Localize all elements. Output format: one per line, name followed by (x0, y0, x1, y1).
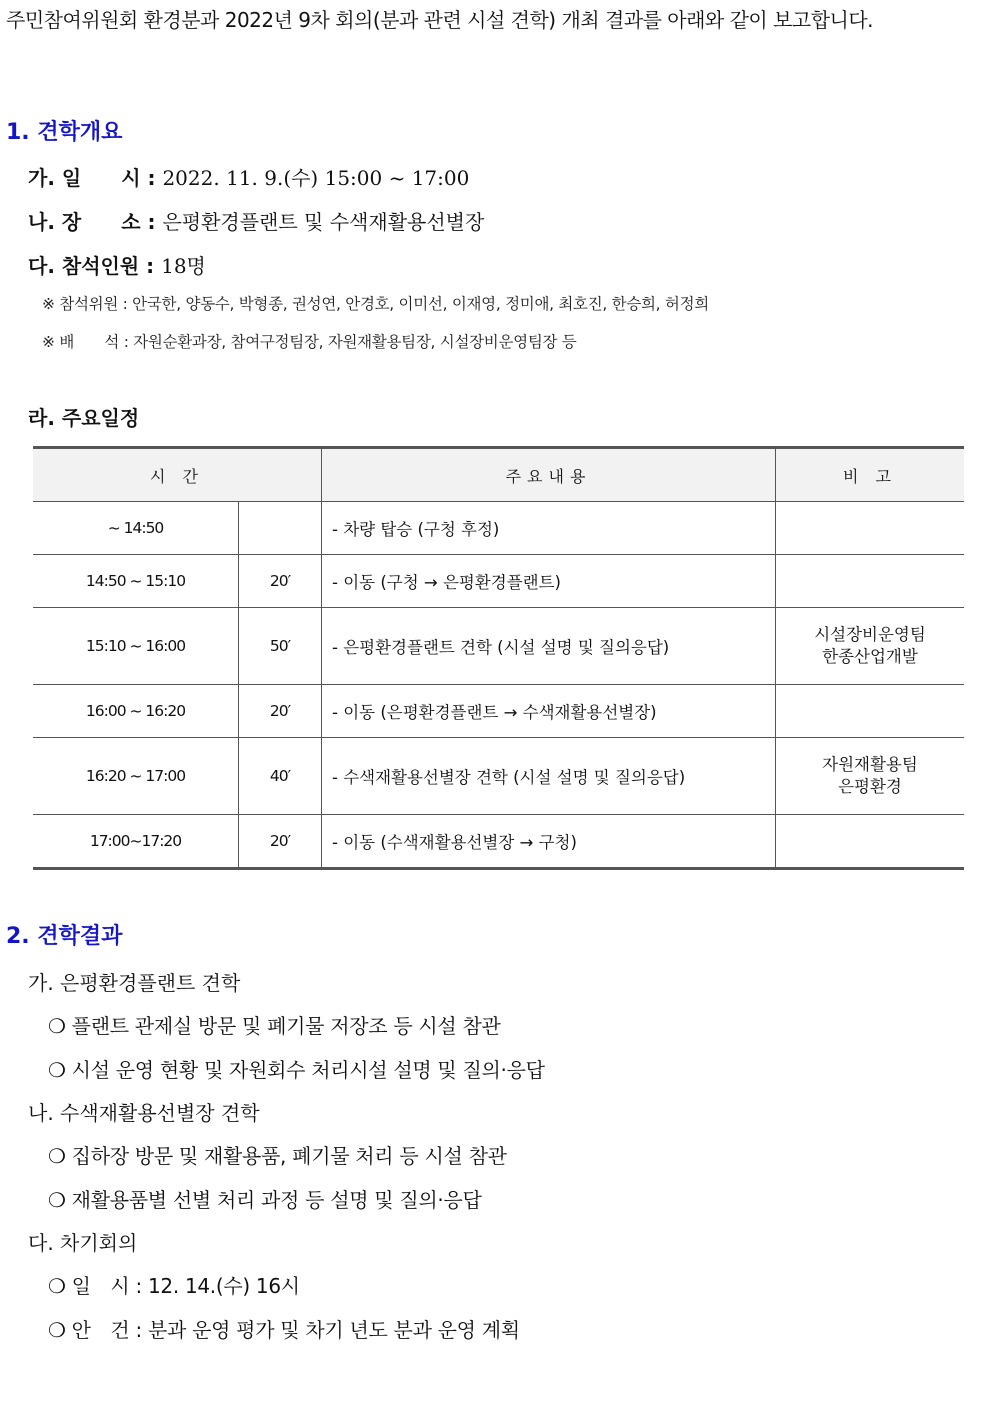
row-time: 14:50 ~ 15:10 (33, 555, 239, 608)
row-time: 17:00~17:20 (33, 815, 239, 869)
row-duration: 50′ (239, 608, 322, 685)
row-content: - 이동 (은평환경플랜트 → 수색재활용선별장) (322, 685, 776, 738)
note-line-1: 시설장비운영팀 (814, 625, 926, 644)
place-value: 은평환경플랜트 및 수색재활용선별장 (162, 210, 485, 234)
bullet-item: ❍ 일 시 : 12. 14.(수) 16시 (48, 1274, 300, 1298)
sub-recycling-tour: 나. 수색재활용선별장 견학 (28, 1101, 260, 1125)
sub-next-meeting: 다. 차기회의 (28, 1231, 138, 1255)
members-note: ※ 참석위원 : 안국한, 양동수, 박형종, 권성연, 안경호, 이미선, 이재영, 정미애, 최호진, 한승희, 허정희 (42, 295, 709, 313)
row-note (776, 685, 965, 738)
table-row (33, 815, 964, 869)
row-note (776, 555, 965, 608)
date-value: 2022. 11. 9.(수) 15:00 ~ 17:00 (162, 166, 470, 190)
note-line-1: 자원재활용팀 (822, 755, 918, 774)
row-time: 15:10 ~ 16:00 (33, 608, 239, 685)
table-row (33, 738, 964, 815)
header-time: 시 간 (33, 448, 322, 502)
bullet-item: ❍ 재활용품별 선별 처리 과정 등 설명 및 질의·응답 (48, 1188, 482, 1212)
table-row (33, 502, 964, 555)
header-content: 주요내용 (322, 448, 776, 502)
row-duration: 20′ (239, 815, 322, 869)
attendees-label: 다. 참석인원 : (28, 254, 155, 278)
bullet-item: ❍ 플랜트 관제실 방문 및 폐기물 저장조 등 시설 참관 (48, 1014, 501, 1038)
schedule-table (33, 446, 964, 870)
row-duration: 20′ (239, 685, 322, 738)
sub-plant-tour: 가. 은평환경플랜트 견학 (28, 971, 241, 995)
place-label: 나. 장 소 : (28, 210, 156, 234)
row-content: - 수색재활용선별장 견학 (시설 설명 및 질의응답) (322, 738, 776, 815)
row-content: - 차량 탑승 (구청 후정) (322, 502, 776, 555)
table-row (33, 555, 964, 608)
section1-title: 1. 견학개요 (6, 120, 123, 145)
row-note (776, 738, 965, 815)
row-time: 16:20 ~ 17:00 (33, 738, 239, 815)
note-line-2: 한종산업개발 (822, 647, 918, 666)
table-header-row (33, 448, 964, 502)
row-content: - 이동 (구청 → 은평환경플랜트) (322, 555, 776, 608)
header-note: 비 고 (776, 448, 965, 502)
section2-title: 2. 견학결과 (6, 924, 123, 949)
staff-note: ※ 배 석 : 자원순환과장, 참여구정팀장, 자원재활용팀장, 시설장비운영팀장 등 (42, 333, 577, 351)
row-note (776, 502, 965, 555)
row-content: - 은평환경플랜트 견학 (시설 설명 및 질의응답) (322, 608, 776, 685)
row-time: ~ 14:50 (33, 502, 239, 555)
note-line-2: 은평환경 (838, 777, 902, 796)
row-note (776, 815, 965, 869)
date-row (28, 162, 469, 191)
table-row (33, 608, 964, 685)
row-note (776, 608, 965, 685)
attendees-row (28, 250, 206, 279)
schedule-title: 라. 주요일정 (28, 406, 140, 430)
row-duration: 20′ (239, 555, 322, 608)
place-row (28, 206, 484, 235)
date-label: 가. 일 시 : (28, 166, 156, 190)
row-time: 16:00 ~ 16:20 (33, 685, 239, 738)
row-duration: 40′ (239, 738, 322, 815)
row-duration (239, 502, 322, 555)
table-row (33, 685, 964, 738)
row-content: - 이동 (수색재활용선별장 → 구청) (322, 815, 776, 869)
bullet-item: ❍ 시설 운영 현황 및 자원회수 처리시설 설명 및 질의·응답 (48, 1058, 545, 1082)
intro-paragraph: 주민참여위원회 환경분과 2022년 9차 회의(분과 관련 시설 견학) 개최 결과를 아래와 같이 보고합니다. (6, 8, 874, 32)
attendees-value: 18명 (161, 254, 206, 278)
bullet-item: ❍ 집하장 방문 및 재활용품, 폐기물 처리 등 시설 참관 (48, 1144, 507, 1168)
bullet-item: ❍ 안 건 : 분과 운영 평가 및 차기 년도 분과 운영 계획 (48, 1318, 520, 1342)
